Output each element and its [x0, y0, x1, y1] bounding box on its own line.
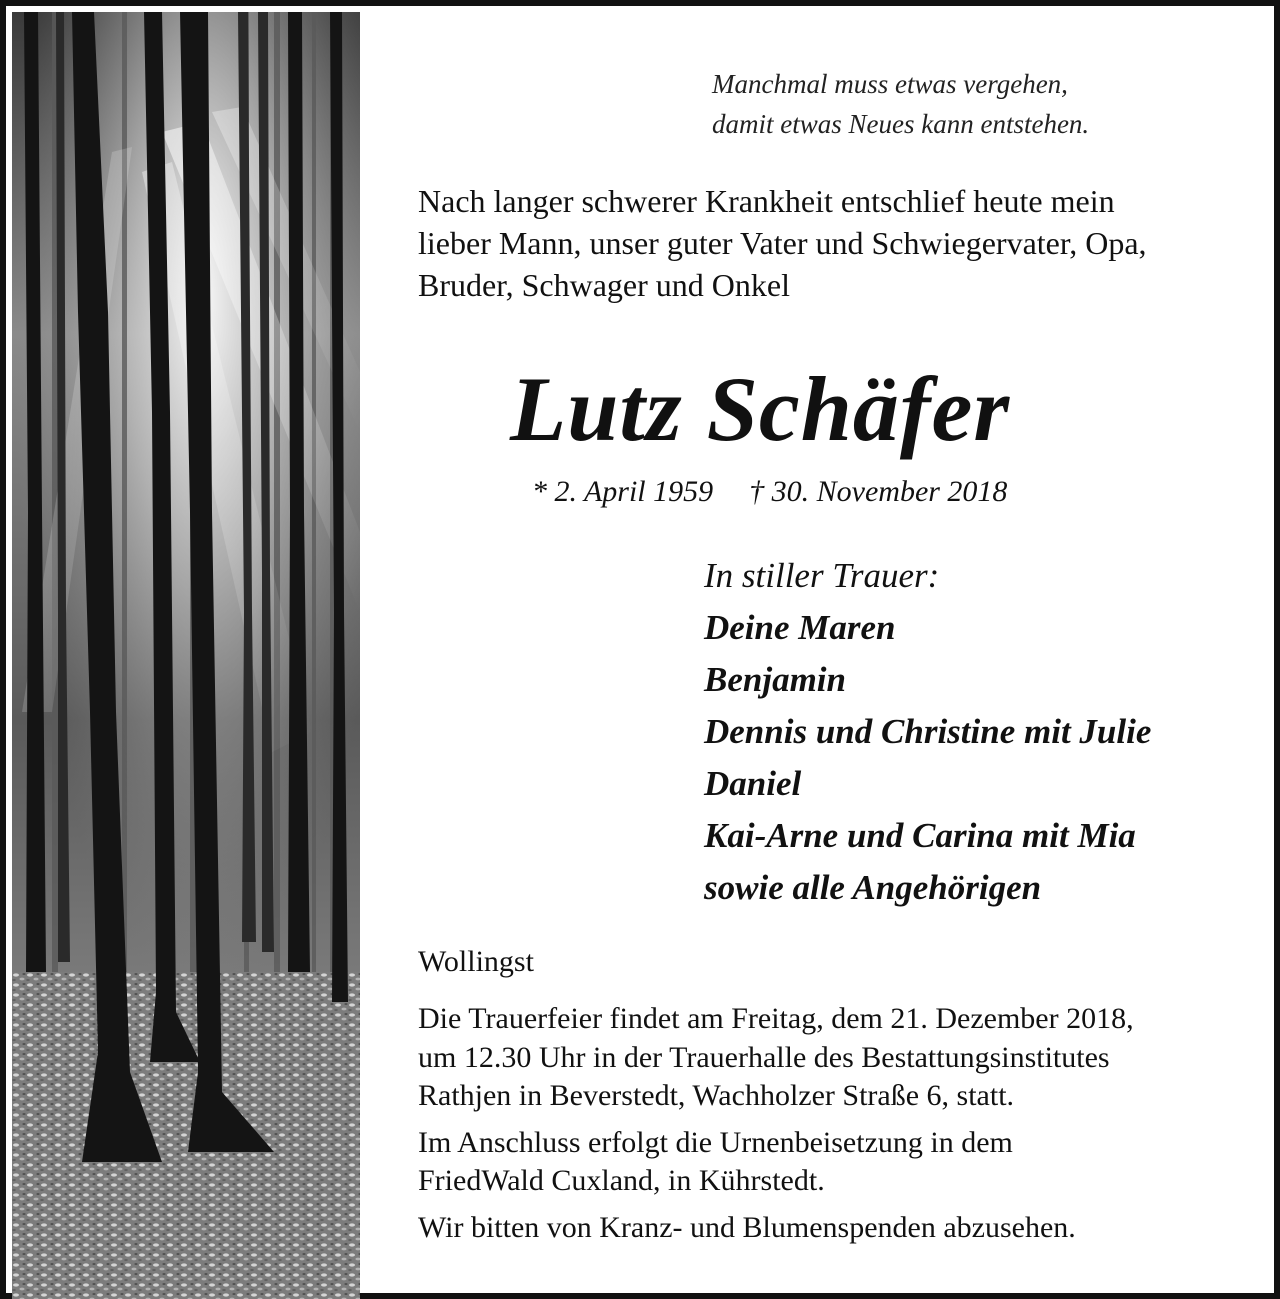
- life-dates: [532, 472, 1232, 512]
- motto-line: damit etwas Neues kann entstehen.: [712, 109, 1090, 139]
- mourners-list: [704, 550, 1264, 914]
- mourner-name: Kai-Arne und Carina mit Mia: [704, 816, 1136, 855]
- motto-quote: [712, 64, 1232, 144]
- place-name: Wollingst: [418, 945, 534, 978]
- intro-line: lieber Mann, unser guter Vater und Schwiegervater, Opa,: [418, 225, 1147, 261]
- funeral-line: Rathjen in Beverstedt, Wachholzer Straße 6, statt.: [418, 1079, 1015, 1112]
- donation-request: Wir bitten von Kranz- und Blumenspenden abzusehen.: [418, 1210, 1076, 1244]
- forest-photo: [12, 12, 360, 1299]
- funeral-details: [418, 1000, 1268, 1247]
- funeral-line: Die Trauerfeier findet am Freitag, dem 21. Dezember 2018,: [418, 1002, 1134, 1035]
- deceased-name: Lutz Schäfer: [510, 358, 1011, 460]
- mourner-name: sowie alle Angehörigen: [704, 868, 1042, 907]
- intro-line: Bruder, Schwager und Onkel: [418, 267, 790, 303]
- burial-line: FriedWald Cuxland, in Kührstedt.: [418, 1164, 825, 1197]
- intro-text: [418, 180, 1258, 306]
- mourner-name: Daniel: [704, 764, 802, 803]
- mourner-name: Dennis und Christine mit Julie: [704, 712, 1152, 751]
- burial-line: Im Anschluss erfolgt die Urnenbeisetzung in dem: [418, 1125, 1013, 1159]
- funeral-line: um 12.30 Uhr in der Trauerhalle des Bestattungsinstitutes: [418, 1040, 1110, 1074]
- intro-line: Nach langer schwerer Krankheit entschlief heute mein: [418, 183, 1115, 219]
- death-date: † 30. November 2018: [749, 475, 1008, 508]
- mourner-name: Deine Maren: [704, 608, 896, 647]
- motto-line: Manchmal muss etwas vergehen,: [712, 69, 1068, 99]
- mourner-name: Benjamin: [704, 660, 846, 699]
- birth-date: * 2. April 1959: [532, 475, 714, 508]
- mourning-heading: In stiller Trauer:: [704, 556, 940, 595]
